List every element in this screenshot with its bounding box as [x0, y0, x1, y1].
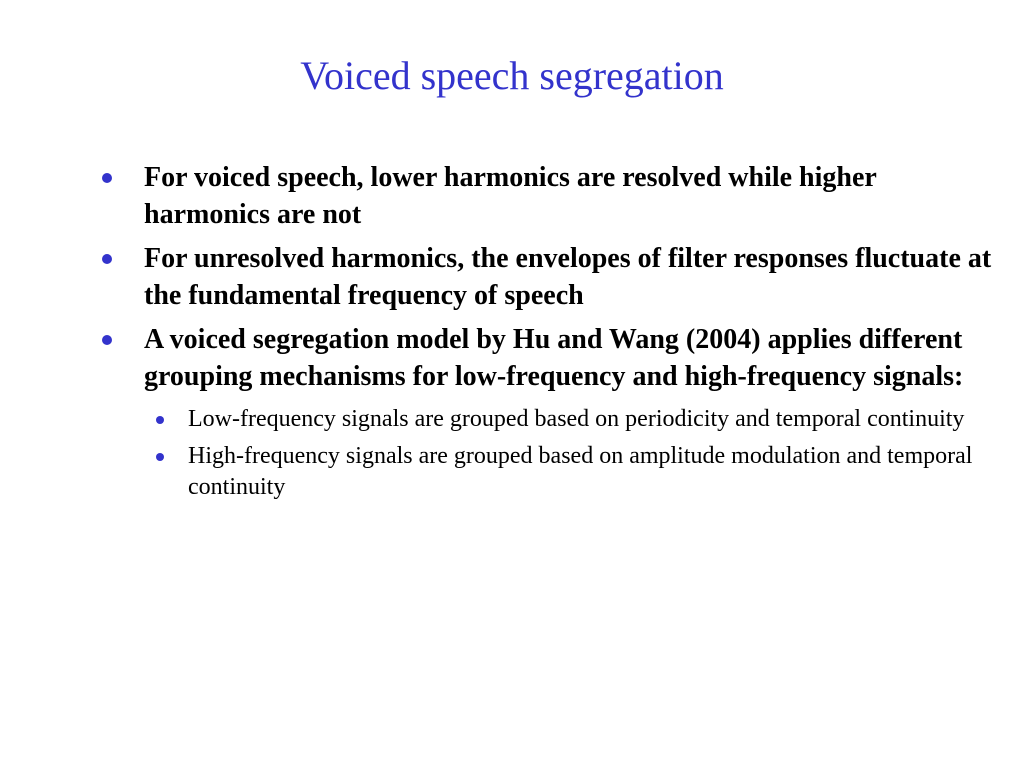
bullet-dot-icon	[102, 335, 112, 345]
bullet-item	[98, 321, 998, 503]
sub-bullet-item	[144, 441, 998, 503]
bullet-item	[98, 159, 998, 233]
slide-content	[98, 159, 998, 510]
bullet-list	[98, 159, 998, 503]
sub-bullet-item	[144, 404, 998, 435]
slide-title: Voiced speech segregation	[300, 53, 724, 98]
bullet-item	[98, 240, 998, 314]
bullet-text: For unresolved harmonics, the envelopes of filter responses fluctuate at the fundamental frequency of speech	[144, 243, 992, 311]
bullet-dot-icon	[102, 254, 112, 264]
sub-bullet-list	[144, 404, 998, 503]
bullet-text: For voiced speech, lower harmonics are resolved while higher harmonics are not	[144, 162, 877, 230]
sub-bullet-dot-icon	[156, 453, 164, 461]
sub-bullet-text: High-frequency signals are grouped based on amplitude modulation and temporal continuity	[188, 443, 973, 500]
sub-bullet-dot-icon	[156, 416, 164, 424]
bullet-dot-icon	[102, 173, 112, 183]
bullet-text: A voiced segregation model by Hu and Wang (2004) applies different grouping mechanisms for low-frequency and high-frequency signals:	[144, 324, 964, 392]
sub-bullet-text: Low-frequency signals are grouped based on periodicity and temporal continuity	[188, 406, 965, 432]
